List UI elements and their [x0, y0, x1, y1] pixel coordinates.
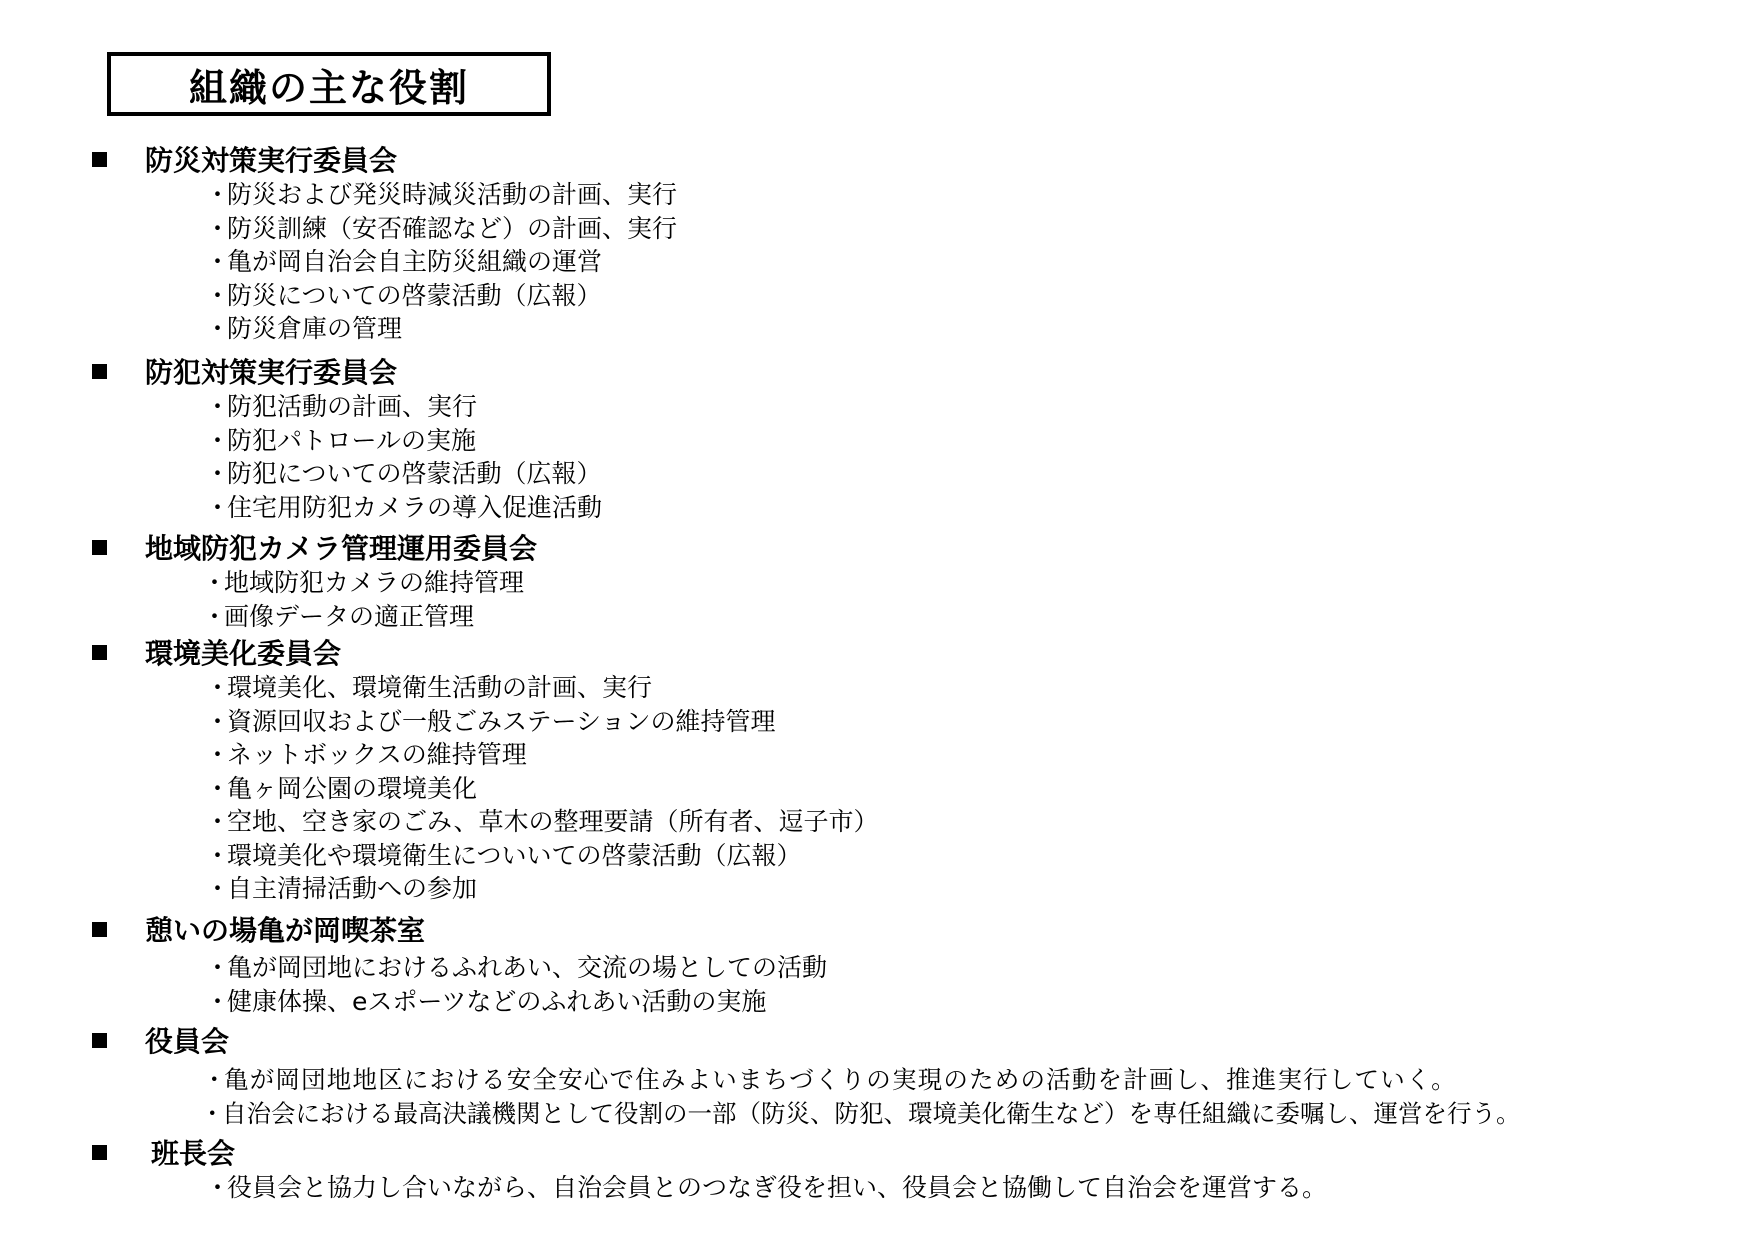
list-item — [92, 212, 677, 246]
section-group-leaders — [92, 1133, 1327, 1205]
section-heading: 班長会 — [151, 1137, 236, 1170]
dot-marker: ・ — [202, 568, 228, 597]
dot-marker: ・ — [205, 180, 231, 209]
dot-marker: ・ — [205, 986, 231, 1016]
list-item — [92, 985, 827, 1019]
dot-marker: ・ — [205, 673, 231, 702]
section-environment — [92, 633, 879, 906]
item-text: 地域防犯カメラの維持管理 — [224, 568, 525, 597]
dot-marker: ・ — [205, 1173, 231, 1202]
heading-row — [92, 1133, 1327, 1171]
list-item — [92, 279, 677, 313]
item-text: 環境美化や環境衛生についいての啓蒙活動（広報） — [227, 840, 802, 870]
section-heading: 防犯対策実行委員会 — [145, 356, 398, 389]
dot-marker: ・ — [200, 1098, 225, 1128]
section-disaster-prevention — [92, 140, 677, 346]
item-text: 役員会と協力し合いながら、自治会員とのつなぎ役を担い、役員会と協働して自治会を運営する。 — [227, 1173, 1328, 1202]
item-text: 資源回収および一般ごみステーションの維持管理 — [227, 706, 776, 736]
section-heading: 憩いの場亀が岡喫茶室 — [145, 914, 426, 947]
dot-marker: ・ — [205, 874, 231, 903]
section-cafe — [92, 910, 827, 1018]
item-text: 防犯活動の計画、実行 — [227, 392, 478, 421]
item-text: 環境美化、環境衛生活動の計画、実行 — [227, 673, 653, 702]
list-item — [92, 738, 879, 772]
square-bullet-icon — [92, 1145, 107, 1160]
list-item — [92, 805, 879, 839]
dot-marker: ・ — [202, 1065, 228, 1094]
list-item — [92, 1063, 1521, 1097]
square-bullet-icon — [92, 922, 107, 937]
list-item — [92, 705, 879, 739]
item-list — [92, 178, 677, 346]
list-item — [92, 424, 602, 458]
section-heading: 役員会 — [145, 1025, 230, 1058]
section-heading: 防災対策実行委員会 — [145, 144, 398, 177]
item-text: 防災および発災時減災活動の計画、実行 — [227, 180, 678, 209]
item-text: 防災についての啓蒙活動（広報） — [227, 280, 602, 310]
heading-row — [92, 528, 537, 566]
heading-row — [92, 352, 602, 390]
heading-row — [92, 633, 879, 671]
heading-row — [92, 140, 677, 178]
item-text: 防災訓練（安否確認など）の計画、実行 — [227, 213, 678, 243]
dot-marker: ・ — [205, 773, 231, 803]
dot-marker: ・ — [202, 601, 228, 631]
item-text: 画像データの適正管理 — [224, 601, 475, 631]
item-text: 空地、空き家のごみ、草木の整理要請（所有者、逗子市） — [227, 807, 879, 836]
item-text: 健康体操、eスポーツなどのふれあい活動の実施 — [227, 986, 767, 1016]
section-camera-management — [92, 528, 537, 633]
list-item — [92, 951, 827, 985]
list-item — [92, 178, 677, 212]
item-text: ネットボックスの維持管理 — [227, 740, 527, 769]
dot-marker: ・ — [205, 280, 231, 310]
list-item — [92, 457, 602, 491]
list-item — [92, 245, 677, 279]
list-item — [92, 600, 537, 634]
section-board — [92, 1021, 1521, 1130]
item-text: 自治会における最高決議機関として役割の一部（防災、防犯、環境美化衛生など）を専任組織に委嘱し、運営を行う。 — [222, 1098, 1521, 1128]
section-crime-prevention — [92, 352, 602, 524]
list-item — [92, 839, 879, 873]
item-text: 亀が岡自治会自主防災組織の運営 — [227, 247, 603, 276]
list-item — [92, 1097, 1521, 1131]
list-item — [92, 491, 602, 525]
item-text: 防災倉庫の管理 — [227, 314, 403, 343]
dot-marker: ・ — [205, 392, 231, 421]
section-heading: 環境美化委員会 — [145, 637, 342, 670]
dot-marker: ・ — [205, 247, 231, 276]
list-item — [92, 1171, 1327, 1205]
item-text: 亀が岡団地地区における安全安心で住みよいまちづくりの実現のための活動を計画し、推進実行していく。 — [224, 1065, 1457, 1094]
dot-marker: ・ — [205, 492, 231, 522]
item-text: 亀が岡団地におけるふれあい、交流の場としての活動 — [227, 953, 828, 982]
item-list — [92, 390, 602, 524]
item-list — [92, 1171, 1327, 1205]
square-bullet-icon — [92, 540, 107, 555]
section-heading: 地域防犯カメラ管理運用委員会 — [145, 532, 538, 565]
square-bullet-icon — [92, 1033, 107, 1048]
square-bullet-icon — [92, 152, 107, 167]
list-item — [92, 872, 879, 906]
page-title: 組織の主な役割 — [107, 52, 551, 116]
dot-marker: ・ — [205, 213, 231, 243]
item-list — [92, 1063, 1521, 1130]
heading-row — [92, 1021, 1521, 1059]
item-text: 住宅用防犯カメラの導入促進活動 — [227, 492, 603, 522]
item-text: 亀ヶ岡公園の環境美化 — [227, 773, 478, 803]
item-text: 自主清掃活動への参加 — [227, 874, 478, 903]
item-list — [92, 566, 537, 633]
item-list — [92, 951, 827, 1018]
dot-marker: ・ — [205, 807, 231, 836]
list-item — [92, 390, 602, 424]
dot-marker: ・ — [205, 953, 231, 982]
heading-row — [92, 910, 827, 948]
dot-marker: ・ — [205, 706, 231, 736]
square-bullet-icon — [92, 645, 107, 660]
dot-marker: ・ — [205, 459, 231, 488]
list-item — [92, 671, 879, 705]
item-text: 防犯パトロールの実施 — [227, 425, 477, 455]
dot-marker: ・ — [205, 740, 231, 769]
dot-marker: ・ — [205, 840, 231, 870]
square-bullet-icon — [92, 364, 107, 379]
item-text: 防犯についての啓蒙活動（広報） — [227, 459, 602, 488]
list-item — [92, 312, 677, 346]
dot-marker: ・ — [205, 314, 231, 343]
dot-marker: ・ — [205, 425, 231, 455]
item-list — [92, 671, 879, 906]
list-item — [92, 772, 879, 806]
list-item — [92, 566, 537, 600]
